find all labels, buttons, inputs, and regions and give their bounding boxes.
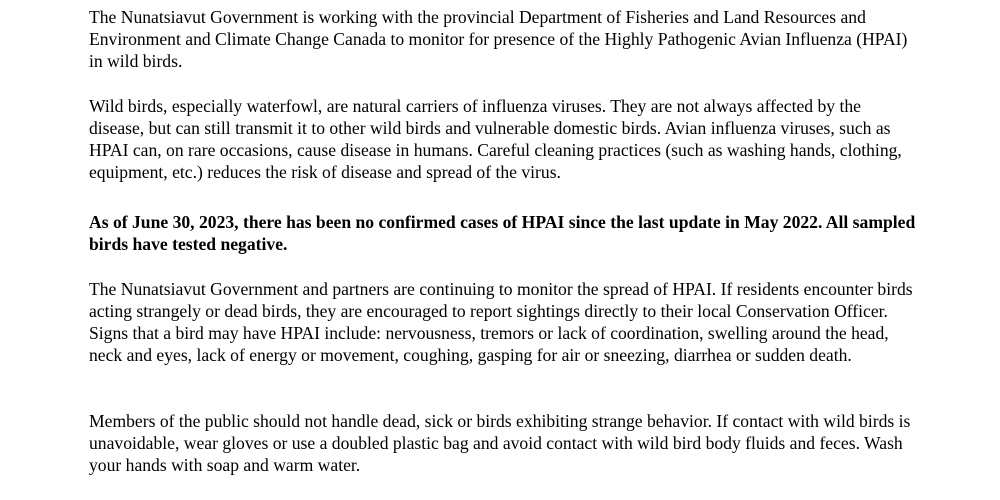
paragraph-monitoring-intro: The Nunatsiavut Government is working with the provincial Department of Fisheries and Land Resources and Environment and Climate Change Canada to monitor for presence of the Highly Pathogenic Avian Influenza (HPAI) in wild birds. <box>89 7 908 71</box>
paragraph-wild-birds-carriers: Wild birds, especially waterfowl, are natural carriers of influenza viruses. They are not always affected by the disease, but can still transmit it to other wild birds and vulnerable domestic birds. Avian influenza viruses, such as HPAI can, on rare occasions, cause disease in humans. Careful cleaning practices (such as washing hands, clothing, equipment, etc.) reduces the risk of disease and spread of the virus. <box>89 96 902 182</box>
paragraph-status-update: As of June 30, 2023, there has been no confirmed cases of HPAI since the last update in May 2022. All sampled birds have tested negative. <box>89 212 916 254</box>
paragraph-public-guidance: Members of the public should not handle dead, sick or birds exhibiting strange behavior. If contact with wild birds is unavoidable, wear gloves or use a doubled plastic bag and avoid contact with wild bird body fluids and feces. Wash your hands with soap and warm water. <box>89 411 911 475</box>
paragraph-reporting-signs: The Nunatsiavut Government and partners are continuing to monitor the spread of HPAI. If residents encounter birds acting strangely or dead birds, they are encouraged to report sightings directly to their local Conservation Officer. Signs that a bird may have HPAI include: nervousness, tremors or lack of coordination, swelling around the head, neck and eyes, lack of energy or movement, coughing, gasping for air or sneezing, diarrhea or sudden death. <box>89 279 913 365</box>
